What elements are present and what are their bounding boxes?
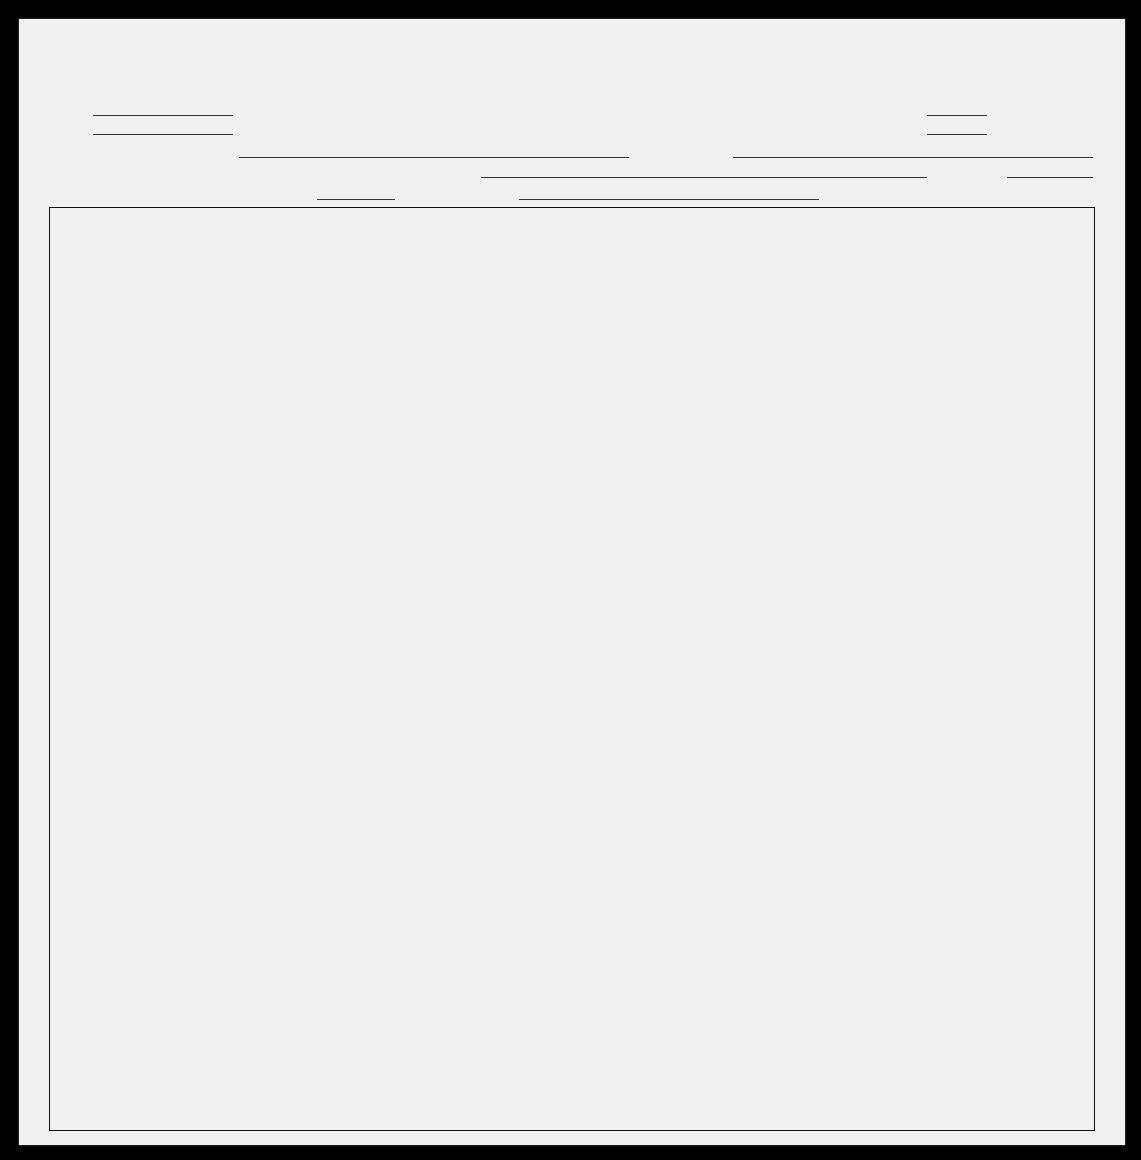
population-table [49, 207, 1095, 1131]
census-sheet [18, 18, 1126, 1146]
table-grid-lines [50, 208, 1094, 1130]
